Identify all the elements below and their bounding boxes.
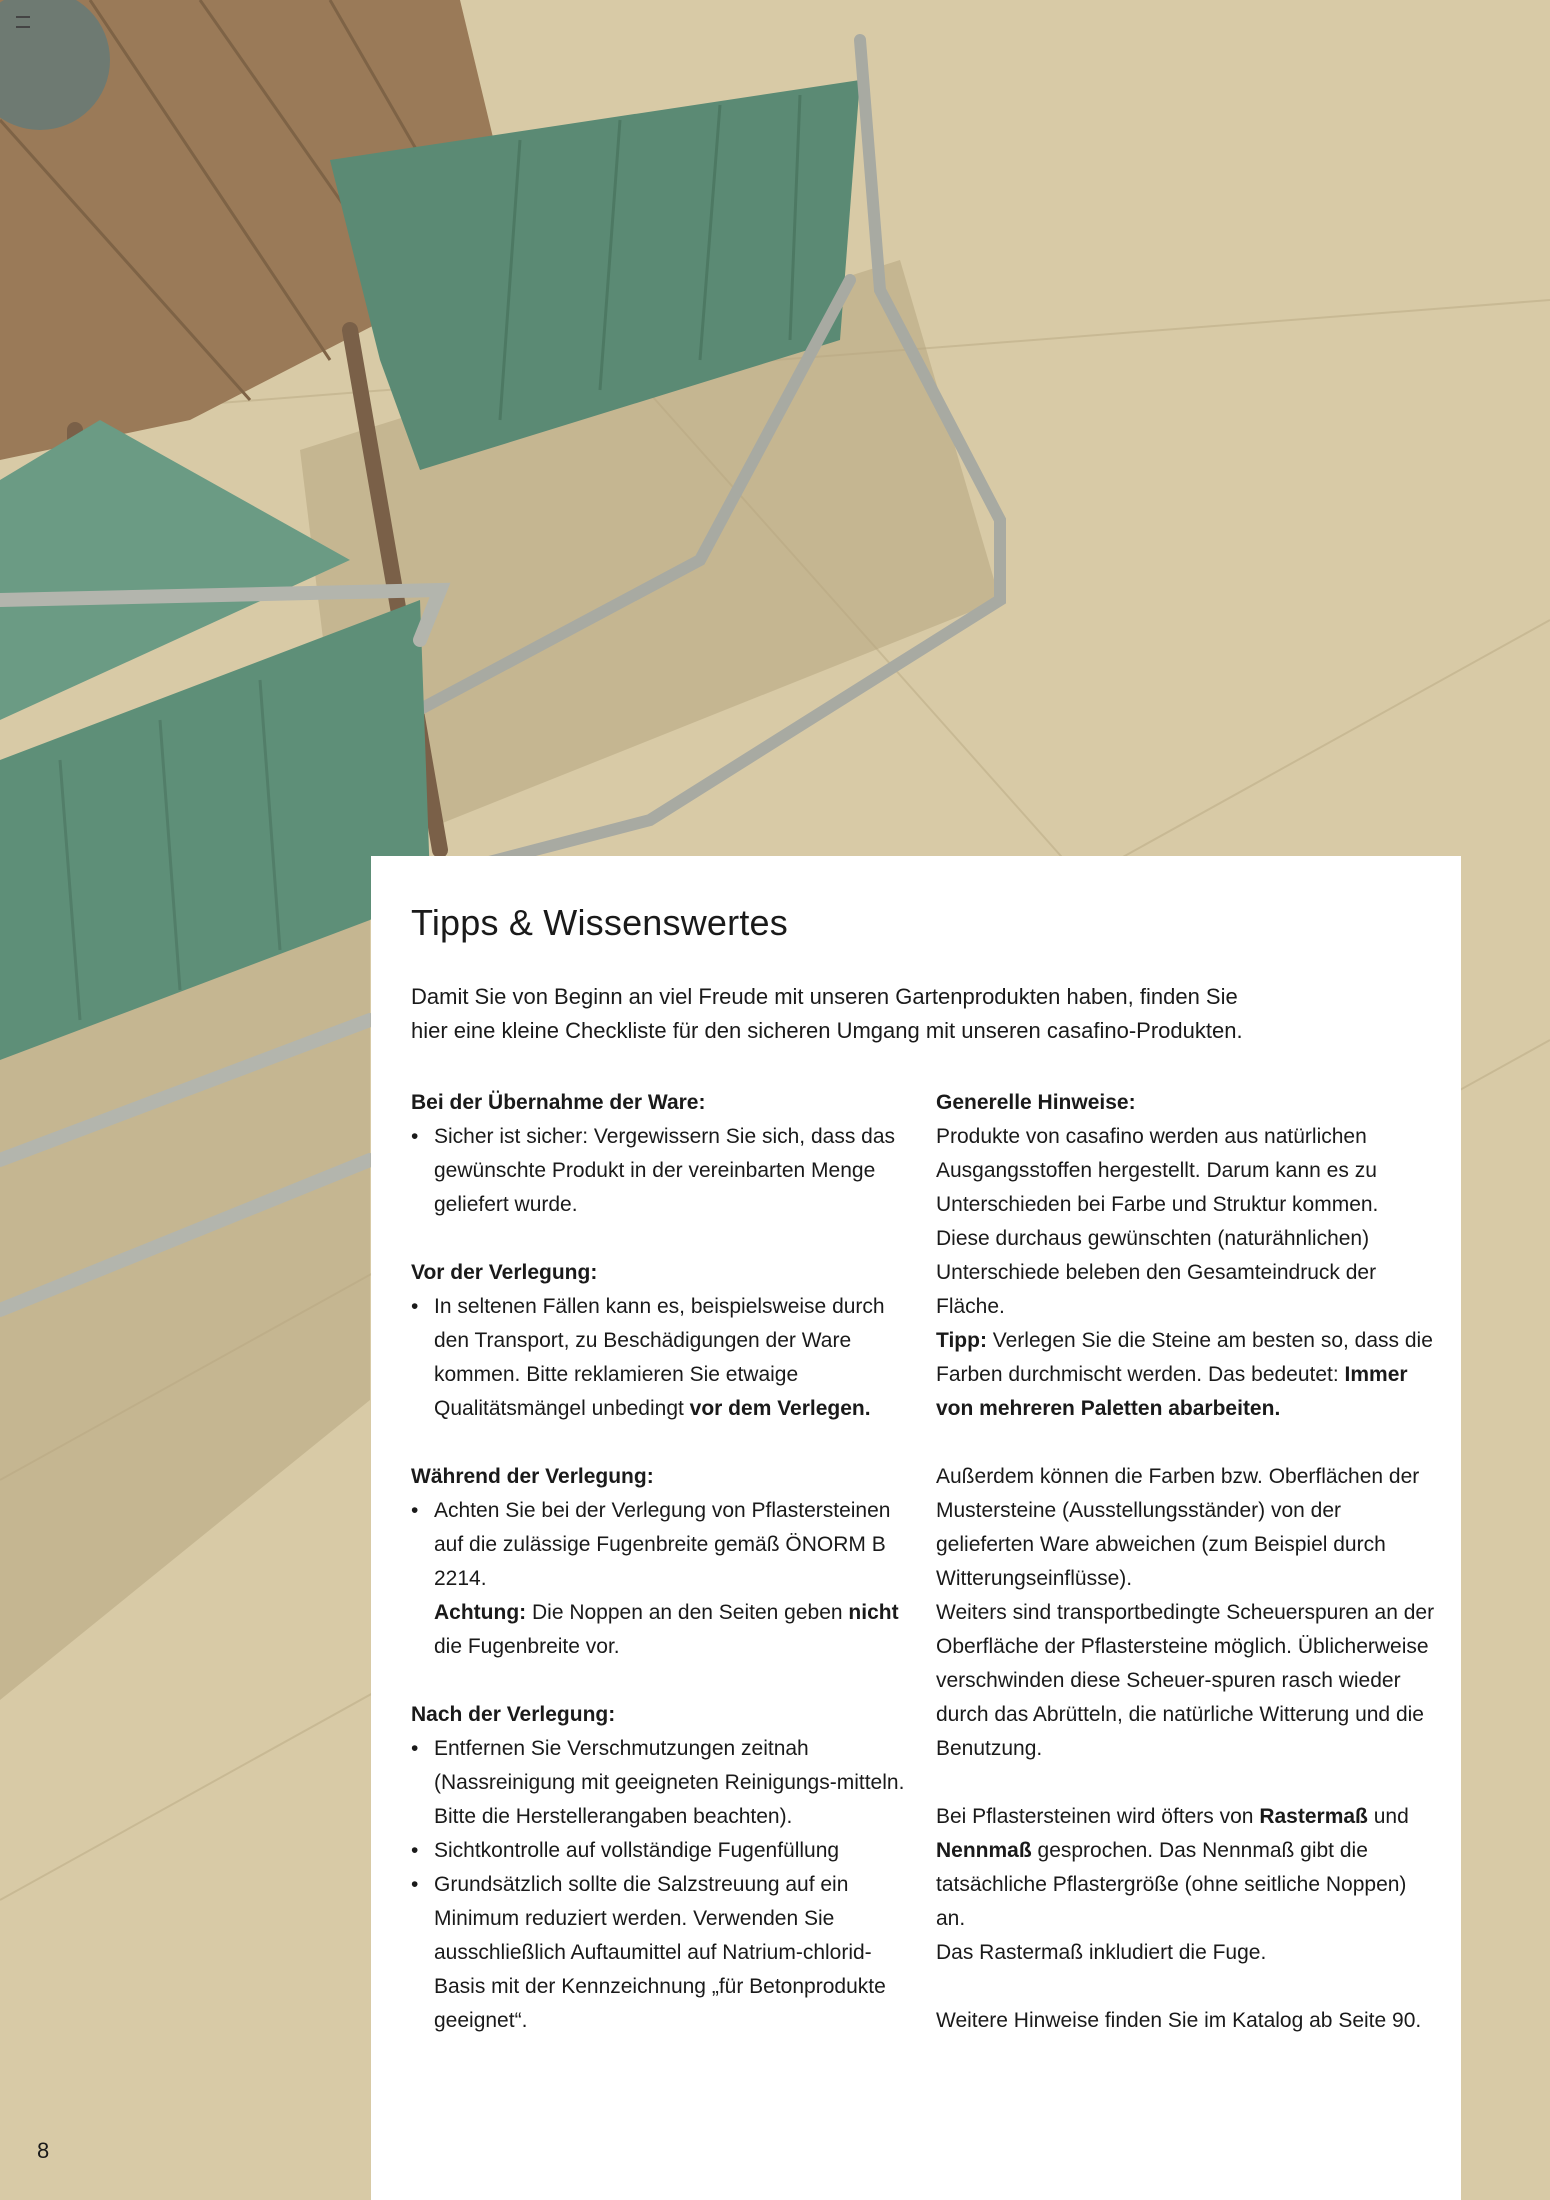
emphasis-text: vor dem Verlegen. bbox=[689, 1397, 871, 1420]
paragraph: Das Rastermaß inkludiert die Fuge. bbox=[936, 1941, 1267, 1964]
intro-line: Damit Sie von Beginn an viel Freude mit unseren Gartenprodukten haben, finden Sie bbox=[411, 984, 1238, 1009]
text-run: gesprochen. Das Nennmaß gibt die tatsächliche Pflastergröße (ohne seitliche Noppen) an. bbox=[936, 1839, 1407, 1930]
achtung-text: die Fugenbreite vor. bbox=[434, 1635, 620, 1658]
bullet-list bbox=[411, 1732, 911, 2038]
emphasis-text: Nennmaß bbox=[936, 1839, 1032, 1862]
section-heading: Generelle Hinweise: bbox=[936, 1091, 1136, 1114]
section-generelle-hinweise bbox=[936, 1086, 1436, 1426]
section-uebernahme bbox=[411, 1086, 911, 1222]
right-column bbox=[936, 1086, 1436, 2072]
bullet-list bbox=[411, 1494, 911, 1664]
list-item bbox=[411, 1494, 911, 1664]
paragraph: Weitere Hinweise finden Sie im Katalog ab Seite 90. bbox=[936, 2009, 1422, 2032]
list-item-text: In seltenen Fällen kann es, beispielsweise durch den Transport, zu Beschädigungen der Ware kommen. Bitte reklamieren Sie etwaige Qualitätsmängel unbedingt bbox=[434, 1295, 885, 1420]
text-run: und bbox=[1367, 1805, 1409, 1828]
list-item bbox=[411, 1290, 911, 1426]
achtung-text: Die Noppen an den Seiten geben bbox=[526, 1601, 849, 1624]
list-item: • Sicher ist sicher: Vergewissern Sie sich, dass das gewünschte Produkt in der vereinbarten Menge geliefert wurde. bbox=[411, 1120, 911, 1222]
section-heading: Bei der Übernahme der Ware: bbox=[411, 1091, 706, 1114]
list-item: • Grundsätzlich sollte die Salzstreuung auf ein Minimum reduziert werden. Verwenden Sie ausschließlich Auftaumittel auf Natrium-chlorid-Basis mit der Kennzeichnung „für Betonprodukte geeignet“. bbox=[411, 1868, 911, 2038]
section-abweichungen bbox=[936, 1460, 1436, 1766]
tipp-label: Tipp: bbox=[936, 1329, 987, 1352]
achtung-label: Achtung: bbox=[434, 1601, 527, 1624]
emphasis-text: Rastermaß bbox=[1259, 1805, 1368, 1828]
section-nach-verlegung bbox=[411, 1698, 911, 2038]
paragraph: Außerdem können die Farben bzw. Oberflächen der Mustersteine (Ausstellungsständer) von der gelieferten Ware abweichen (zum Beispiel durch Witterungseinflüsse). bbox=[936, 1465, 1420, 1590]
page-title: Tipps & Wissenswertes bbox=[411, 902, 788, 943]
tipp-paragraph bbox=[936, 1324, 1436, 1426]
emphasis-text: nicht bbox=[848, 1601, 899, 1624]
section-vor-verlegung bbox=[411, 1256, 911, 1426]
paragraph bbox=[936, 1800, 1436, 1936]
list-item: • Sichtkontrolle auf vollständige Fugenfüllung bbox=[411, 1834, 911, 1868]
section-rastermass bbox=[936, 1800, 1436, 1970]
page-number: 8 bbox=[37, 2138, 50, 2163]
paragraph: Weiters sind transportbedingte Scheuerspuren an der Oberfläche der Pflastersteine möglich. Üblicherweise verschwinden diese Scheuer-spuren rasch wieder durch das Abrütteln, die natürliche Witterung und die Benutzung. bbox=[936, 1601, 1435, 1760]
tips-panel bbox=[371, 856, 1461, 2200]
list-item: • Entfernen Sie Verschmutzungen zeitnah (Nassreinigung mit geeigneten Reinigungs-mitteln. Bitte die Herstellerangaben beachten). bbox=[411, 1732, 911, 1834]
intro-text bbox=[411, 980, 1311, 1048]
bullet-list bbox=[411, 1290, 911, 1426]
left-column bbox=[411, 1086, 911, 2072]
section-heading: Während der Verlegung: bbox=[411, 1465, 654, 1488]
bullet-list bbox=[411, 1120, 911, 1222]
intro-line: hier eine kleine Checkliste für den sicheren Umgang mit unseren casafino-Produkten. bbox=[411, 1018, 1243, 1043]
tipp-text: Verlegen Sie die Steine am besten so, dass die Farben durchmischt werden. Das bedeutet: bbox=[936, 1329, 1433, 1386]
section-heading: Nach der Verlegung: bbox=[411, 1703, 616, 1726]
section-waehrend-verlegung bbox=[411, 1460, 911, 1664]
text-run: Bei Pflastersteinen wird öfters von bbox=[936, 1805, 1260, 1828]
menu-icon bbox=[16, 16, 30, 28]
paragraph: Produkte von casafino werden aus natürlichen Ausgangsstoffen hergestellt. Darum kann es zu Unterschieden bei Farbe und Struktur kommen. Diese durchaus gewünschten (naturähnlichen) Unterschiede beleben den Gesamteindruck der Fläche. bbox=[936, 1125, 1379, 1318]
list-item-text: Achten Sie bei der Verlegung von Pflastersteinen auf die zulässige Fugenbreite gemäß ÖNORM B 2214. bbox=[434, 1499, 891, 1590]
section-weitere-hinweise bbox=[936, 2004, 1436, 2038]
section-heading: Vor der Verlegung: bbox=[411, 1261, 598, 1284]
emphasis-text: Immer von mehreren Paletten abarbeiten. bbox=[936, 1363, 1408, 1420]
